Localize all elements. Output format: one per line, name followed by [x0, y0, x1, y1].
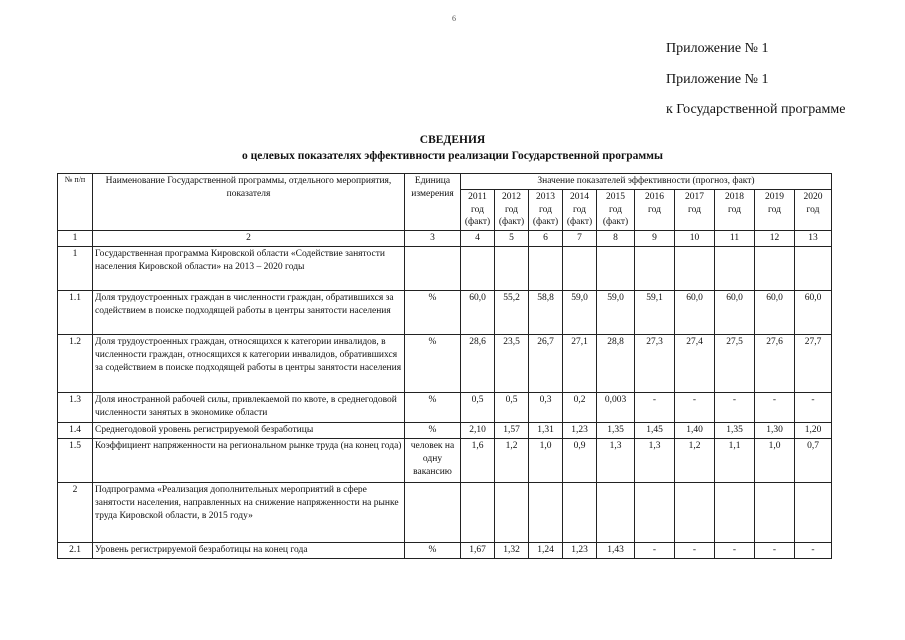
table-row: [58, 247, 832, 291]
header-row: [58, 174, 832, 190]
column-number: 11: [715, 231, 755, 247]
column-number: 3: [405, 231, 461, 247]
appendix-line-2: Приложение № 1: [666, 72, 769, 87]
row-value: -: [755, 542, 795, 558]
row-value: 27,6: [755, 335, 795, 393]
row-name: Государственная программа Кировской области «Содействие занятости населения Кировской области» на 2013 – 2020 годы: [93, 247, 405, 291]
row-value: 0,3: [529, 393, 563, 423]
document-subtitle: о целевых показателях эффективности реализации Государственной программы: [242, 150, 663, 162]
year-header: [495, 189, 529, 230]
row-value: -: [755, 393, 795, 423]
row-value: 27,4: [675, 335, 715, 393]
row-num: 1.2: [58, 335, 93, 393]
row-value: 1,31: [529, 423, 563, 439]
row-value: 0,003: [597, 393, 635, 423]
row-num: 1.4: [58, 423, 93, 439]
row-num: 1: [58, 247, 93, 291]
row-value: 27,3: [635, 335, 675, 393]
year-sub: год: [471, 204, 484, 215]
row-value: [715, 247, 755, 291]
row-value: [675, 482, 715, 542]
row-name: Доля иностранной рабочей силы, привлекаемой по квоте, в среднегодовой численности занятых в экономике области: [93, 393, 405, 423]
row-value: -: [715, 542, 755, 558]
row-value: 60,0: [795, 291, 832, 335]
row-value: 1,30: [755, 423, 795, 439]
year-fact: (факт): [498, 217, 525, 228]
row-value: 1,23: [563, 542, 597, 558]
table-row: [58, 291, 832, 335]
year-sub: год: [539, 204, 552, 215]
row-num: 1.1: [58, 291, 93, 335]
year-label: 2020: [803, 191, 823, 202]
column-numbers-row: [58, 231, 832, 247]
row-value: [715, 482, 755, 542]
row-value: 55,2: [495, 291, 529, 335]
row-value: [635, 247, 675, 291]
row-value: 1,35: [715, 423, 755, 439]
column-number: 13: [795, 231, 832, 247]
year-header: [715, 189, 755, 230]
row-value: -: [795, 393, 832, 423]
row-value: 27,7: [795, 335, 832, 393]
row-unit: человек на одну вакансию: [405, 438, 461, 482]
row-value: 28,8: [597, 335, 635, 393]
year-label: 2011: [468, 191, 487, 202]
row-value: -: [715, 393, 755, 423]
row-value: 1,35: [597, 423, 635, 439]
row-value: 60,0: [461, 291, 495, 335]
row-value: 27,5: [715, 335, 755, 393]
column-number: 9: [635, 231, 675, 247]
year-sub: год: [688, 204, 701, 215]
year-header: [529, 189, 563, 230]
row-unit: %: [405, 423, 461, 439]
year-fact: (факт): [602, 217, 629, 228]
row-value: 1,24: [529, 542, 563, 558]
table-row: [58, 393, 832, 423]
row-value: [461, 482, 495, 542]
row-value: 1,32: [495, 542, 529, 558]
row-value: 0,7: [795, 438, 832, 482]
row-value: -: [635, 542, 675, 558]
appendix-line-1: Приложение № 1: [666, 41, 769, 56]
row-value: 1,23: [563, 423, 597, 439]
year-header: [563, 189, 597, 230]
row-name: Уровень регистрируемой безработицы на конец года: [93, 542, 405, 558]
row-unit: %: [405, 542, 461, 558]
row-value: -: [675, 393, 715, 423]
row-value: -: [675, 542, 715, 558]
row-value: [675, 247, 715, 291]
row-value: 59,1: [635, 291, 675, 335]
year-sub: год: [505, 204, 518, 215]
row-value: [495, 247, 529, 291]
year-header: [635, 189, 675, 230]
year-fact: (факт): [566, 217, 593, 228]
row-value: 60,0: [675, 291, 715, 335]
page-number: 6: [452, 14, 456, 23]
row-value: 1,20: [795, 423, 832, 439]
year-sub: год: [648, 204, 661, 215]
row-value: 1,1: [715, 438, 755, 482]
row-unit: %: [405, 393, 461, 423]
row-value: [529, 482, 563, 542]
column-number: 1: [58, 231, 93, 247]
table-row: [58, 438, 832, 482]
year-label: 2014: [570, 191, 589, 202]
row-value: 1,57: [495, 423, 529, 439]
row-value: 28,6: [461, 335, 495, 393]
row-name: Доля трудоустроенных граждан в численности граждан, обратившихся за содействием в поиске подходящей работы в центры занятости населения: [93, 291, 405, 335]
row-unit: [405, 247, 461, 291]
row-value: 58,8: [529, 291, 563, 335]
row-value: 60,0: [755, 291, 795, 335]
year-sub: год: [609, 204, 622, 215]
column-number: 2: [93, 231, 405, 247]
year-sub: год: [728, 204, 741, 215]
row-num: 2: [58, 482, 93, 542]
row-value: 1,3: [635, 438, 675, 482]
year-label: 2012: [502, 191, 521, 202]
row-value: -: [635, 393, 675, 423]
header-values-group: Значение показателей эффективности (прогноз, факт): [461, 174, 832, 190]
year-sub: год: [573, 204, 586, 215]
year-fact: (факт): [464, 217, 491, 228]
year-header: [675, 189, 715, 230]
year-label: 2019: [765, 191, 784, 202]
row-value: [495, 482, 529, 542]
header-unit: Единица измерения: [405, 174, 461, 231]
column-number: 5: [495, 231, 529, 247]
row-value: -: [795, 542, 832, 558]
row-value: 1,67: [461, 542, 495, 558]
row-unit: [405, 482, 461, 542]
column-number: 10: [675, 231, 715, 247]
row-value: 0,5: [461, 393, 495, 423]
row-value: 60,0: [715, 291, 755, 335]
row-name: Подпрограмма «Реализация дополнительных мероприятий в сфере занятости населения, направленных на снижение напряженности на рынке труда Кировской области, в 2015 году»: [93, 482, 405, 542]
table-row: [58, 542, 832, 558]
year-header: [597, 189, 635, 230]
row-value: [529, 247, 563, 291]
row-value: 59,0: [597, 291, 635, 335]
row-unit: %: [405, 335, 461, 393]
year-label: 2015: [606, 191, 625, 202]
row-value: 1,0: [755, 438, 795, 482]
row-value: 23,5: [495, 335, 529, 393]
column-number: 4: [461, 231, 495, 247]
row-num: 2.1: [58, 542, 93, 558]
row-name: Среднегодовой уровень регистрируемой безработицы: [93, 423, 405, 439]
row-value: 1,6: [461, 438, 495, 482]
row-value: [755, 482, 795, 542]
column-number: 6: [529, 231, 563, 247]
year-sub: год: [806, 204, 820, 215]
row-value: 2,10: [461, 423, 495, 439]
row-value: 1,43: [597, 542, 635, 558]
row-value: 27,1: [563, 335, 597, 393]
year-header: [795, 189, 832, 230]
year-label: 2017: [685, 191, 704, 202]
row-value: [755, 247, 795, 291]
column-number: 7: [563, 231, 597, 247]
header-name: Наименование Государственной программы, отдельного мероприятия, показателя: [93, 174, 405, 231]
row-value: [597, 482, 635, 542]
column-number: 8: [597, 231, 635, 247]
table-row: [58, 335, 832, 393]
row-value: [795, 482, 832, 542]
table-row: [58, 482, 832, 542]
row-value: [461, 247, 495, 291]
indicators-table: [57, 173, 832, 559]
row-value: [635, 482, 675, 542]
table-row: [58, 423, 832, 439]
row-value: 1,2: [675, 438, 715, 482]
row-value: 59,0: [563, 291, 597, 335]
row-value: 1,3: [597, 438, 635, 482]
row-num: 1.3: [58, 393, 93, 423]
row-value: [563, 482, 597, 542]
year-fact: (факт): [532, 217, 559, 228]
row-value: 1,45: [635, 423, 675, 439]
row-value: 1,0: [529, 438, 563, 482]
row-value: 1,2: [495, 438, 529, 482]
row-value: [795, 247, 832, 291]
row-name: Коэффициент напряженности на региональном рынке труда (на конец года): [93, 438, 405, 482]
row-value: 0,2: [563, 393, 597, 423]
row-value: [597, 247, 635, 291]
row-name: Доля трудоустроенных граждан, относящихся к категории инвалидов, в численности граждан, относящихся к категории инвалидов, обратившихся за содействием в поиске подходящей работы в центры занятости населения: [93, 335, 405, 393]
year-label: 2016: [645, 191, 664, 202]
appendix-line-3: к Государственной программе: [666, 102, 846, 117]
row-num: 1.5: [58, 438, 93, 482]
year-header: [755, 189, 795, 230]
row-value: 0,9: [563, 438, 597, 482]
column-number: 12: [755, 231, 795, 247]
header-num: № п/п: [58, 174, 93, 231]
year-label: 2013: [536, 191, 555, 202]
row-value: [563, 247, 597, 291]
year-header: [461, 189, 495, 230]
document-title: СВЕДЕНИЯ: [419, 134, 486, 146]
row-value: 0,5: [495, 393, 529, 423]
row-unit: %: [405, 291, 461, 335]
year-label: 2018: [725, 191, 744, 202]
row-value: 26,7: [529, 335, 563, 393]
row-value: 1,40: [675, 423, 715, 439]
year-sub: год: [768, 204, 781, 215]
